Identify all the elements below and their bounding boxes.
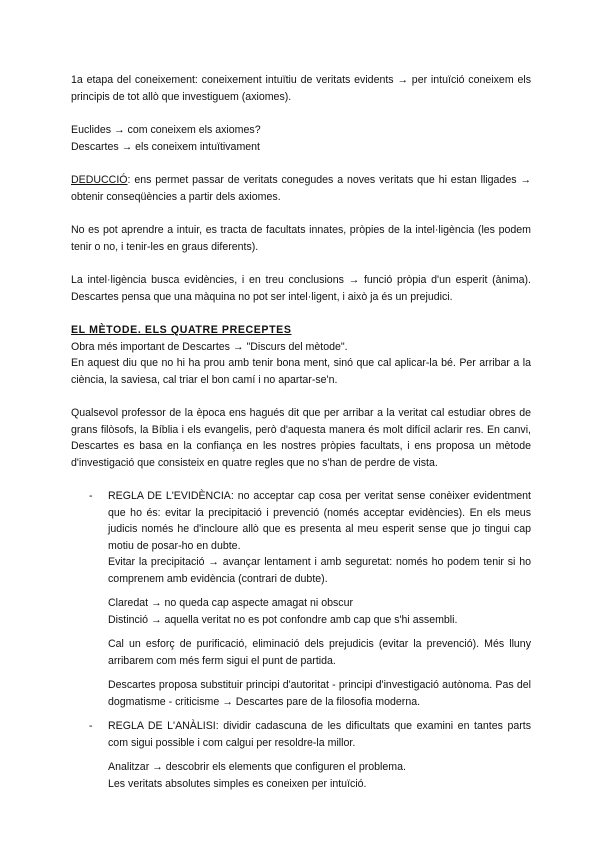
rule-analysis-text: REGLA DE L'ANÀLISI: dividir cadascuna de les dificultats que examini en tantes parts com sigui possible i com calgui per resoldre-la millor. <box>108 720 531 749</box>
paragraph-good-mind: En aquest diu que no hi ha prou amb tenir bona ment, sinó que cal aplicar-la bé. Per arribar a la ciència, la saviesa, cal triar el bon camí i no apartar-se'n. <box>71 357 531 386</box>
deduction-term: DEDUCCIÓ <box>71 174 128 186</box>
line-analitzar: Analitzar → descobrir els elements que configuren el problema. <box>108 761 406 773</box>
document-body <box>71 72 531 792</box>
section-heading-method: EL MÈTODE. ELS QUATRE PRECEPTES <box>71 324 292 336</box>
rule-evidence-text: REGLA DE L'EVIDÈNCIA: no acceptar cap cosa per veritat sense conèixer evidentment que ho és: evitar la precipitació i prevenció (només acceptar evidències). En els meus judicis només he d'incloure allò que es presenta al meu esperit sense que jo tingui cap motiu de posar-ho en dubte. <box>108 490 531 552</box>
list-bullet: - <box>89 720 93 732</box>
paragraph-intelligence: La intel·ligència busca evidències, i en treu conclusions → funció pròpia d'un esperit (ànima). Descartes pensa que una màquina no pot ser intel·ligent, i això ja és un prejudici. <box>71 274 531 303</box>
line-distincio: Distinció → aquella veritat no es pot confondre amb cap que s'hi assembli. <box>108 613 458 626</box>
line-descartes-intuition: Descartes → els coneixem intuïtivament <box>71 140 260 153</box>
paragraph-first-stage: 1a etapa del coneixement: coneixement intuïtiu de veritats evidents → per intuïció coneixem els principis de tot allò que investiguem (axiomes). <box>71 74 531 103</box>
deduction-definition: : ens permet passar de veritats conegudes a noves veritats que hi estan lligades → obtenir conseqüències a partir dels axiomes. <box>71 174 531 203</box>
line-claredat: Claredat → no queda cap aspecte amagat ni obscur <box>108 597 353 609</box>
line-main-work: Obra més important de Descartes → "Discurs del mètode". <box>71 340 348 353</box>
list-item-rule-analysis <box>71 718 531 751</box>
list-item-rule-evidence <box>71 488 531 587</box>
paragraph-method-intro: Qualsevol professor de la època ens hagués dit que per arribar a la veritat cal estudiar obres de grans filòsofs, la Bíblia i els evangelis, però d'aquesta manera és molt difícil aclarir res. En canvi, Descartes es basa en la confiança en les nostres pròpies facultats, i ens proposa un mètode d'investigació que consisteix en quatre regles que no s'han de perdre de vista. <box>71 407 531 469</box>
line-simple-truths: Les veritats absolutes simples es coneixen per intuïció. <box>108 777 367 790</box>
paragraph-purification: Cal un esforç de purificació, eliminació dels prejudicis (evitar la prevenció). Més lluny arribarem com més ferm sigui el punt de partida. <box>108 638 531 667</box>
paragraph-deduction <box>71 172 531 205</box>
rule-evidence-precipitation: Evitar la precipitació → avançar lentament i amb seguretat: només ho podem tenir si ho comprenem amb evidència (contrari de dubte). <box>108 556 531 585</box>
paragraph-authority-principle: Descartes proposa substituir principi d'autoritat - principi d'investigació autònoma. Pas del dogmatisme - criticisme → Descartes pare de la filosofia moderna. <box>108 679 531 708</box>
list-bullet: - <box>89 490 93 502</box>
line-euclides: Euclides → com coneixem els axiomes? <box>71 124 261 136</box>
paragraph-intuition-innate: No es pot aprendre a intuir, es tracta de facultats innates, pròpies de la intel·ligència (les podem tenir o no, i tenir-les en graus diferents). <box>71 224 531 253</box>
